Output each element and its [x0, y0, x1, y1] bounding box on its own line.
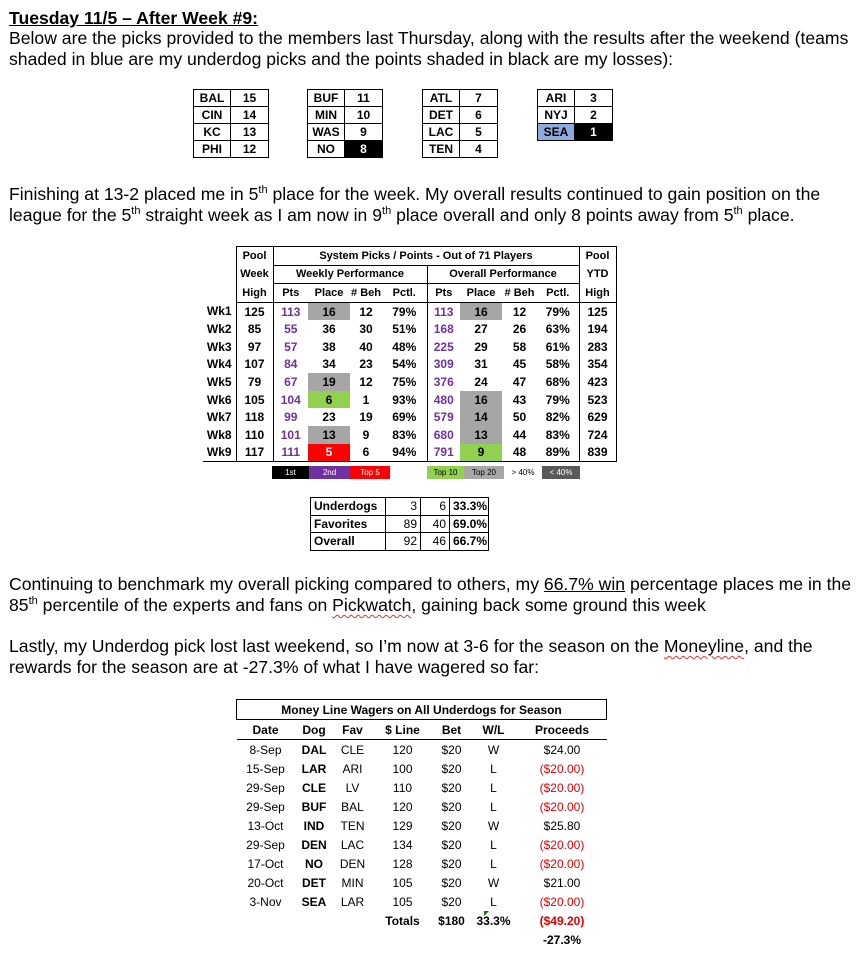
week-cell: 83%: [537, 426, 579, 444]
wager-cell: 15-Sep: [246, 761, 285, 776]
week-row: [203, 338, 616, 356]
wager-cell: 17-Oct: [247, 856, 284, 871]
legend-top5: Top 5: [350, 466, 390, 479]
pick-team: CIN: [194, 107, 231, 124]
pick-team: TEN: [423, 141, 460, 158]
week-cell: 58: [512, 339, 527, 354]
wager-cell: 105: [392, 894, 413, 909]
wager-row: [237, 797, 607, 816]
wager-row: [237, 740, 607, 760]
week-cell: 99: [284, 410, 298, 425]
wager-cell: W: [487, 875, 500, 890]
week-cell: 16: [460, 391, 502, 409]
week-row: [203, 408, 616, 426]
week-cell: 36: [322, 322, 336, 337]
pick-points: 6: [460, 107, 498, 124]
pick-team: NYJ: [538, 107, 575, 124]
week-row: [203, 373, 616, 391]
week-cell: 69%: [382, 408, 427, 426]
summary-label: Favorites: [311, 515, 386, 533]
summary-value: 46: [421, 533, 450, 551]
wager-cell: 13-Oct: [247, 818, 284, 833]
wager-cell: L: [490, 799, 497, 814]
week-cell: 27: [474, 322, 488, 337]
wager-cell: 8-Sep: [249, 742, 282, 757]
wager-cell: SEA: [301, 894, 327, 909]
wager-cell: L: [490, 761, 497, 776]
wager-cell: 110: [392, 780, 413, 795]
week-cell: 118: [236, 408, 273, 426]
wager-cell: $24.00: [543, 742, 581, 757]
wager-cell: $20: [441, 856, 462, 871]
week-cell: 61%: [537, 338, 579, 356]
pick-team: WAS: [308, 124, 345, 141]
week-cell: 125: [236, 302, 273, 320]
pick-row: [194, 141, 269, 158]
pick-points: 4: [460, 141, 498, 158]
pick-points: 10: [345, 107, 383, 124]
summary-value: 6: [421, 498, 450, 516]
week-cell: 48: [502, 444, 537, 462]
wager-cell: 134: [392, 837, 413, 852]
ml-header: Fav: [334, 720, 372, 740]
wager-cell: $20: [441, 837, 462, 852]
week-cell: 6: [350, 444, 382, 462]
week-cell: 57: [284, 339, 298, 354]
week-cell: 23: [359, 357, 373, 372]
pick-row: [308, 141, 383, 158]
legend-below-40: < 40%: [542, 466, 580, 479]
wager-cell: 120: [392, 799, 413, 814]
ml-header: Bet: [434, 720, 470, 740]
pick-team: NO: [308, 141, 345, 158]
week-row: [203, 391, 616, 409]
wager-cell: CLE: [302, 780, 326, 795]
pick-points: 12: [231, 141, 269, 158]
wager-cell: 100: [392, 761, 413, 776]
week-cell: 354: [579, 356, 616, 374]
summary-value: 66.7%: [450, 533, 489, 551]
wager-row: [237, 816, 607, 835]
week-cell: 168: [433, 322, 454, 337]
week-cell: 791: [427, 444, 460, 462]
week-cell: 54%: [382, 356, 427, 374]
wager-cell: MIN: [341, 875, 364, 890]
pick-team: DET: [423, 107, 460, 124]
summary-value: 40: [421, 515, 450, 533]
roi-value: -27.3%: [542, 932, 582, 947]
legend-top10: Top 10: [427, 466, 464, 479]
week-cell: 79%: [537, 391, 579, 409]
summary-row: [311, 515, 489, 533]
wager-row: [237, 854, 607, 873]
pick-row: [423, 107, 498, 124]
wager-cell: LAR: [301, 761, 327, 776]
week-cell: 85: [236, 320, 273, 338]
week-cell: 125: [579, 302, 616, 320]
week-cell: 79%: [537, 302, 579, 320]
week-cell: 194: [579, 320, 616, 338]
week-cell: 5: [308, 444, 350, 462]
week-cell: 283: [579, 338, 616, 356]
pick-points: 3: [575, 90, 613, 107]
pick-points: 11: [345, 90, 383, 107]
moneyline-table: [236, 699, 607, 949]
week-cell: 79: [236, 373, 273, 391]
week-cell: 14: [460, 408, 502, 426]
wager-cell: DEN: [339, 856, 366, 871]
week-label: Wk3: [206, 339, 232, 354]
pick-team: PHI: [194, 141, 231, 158]
summary-row: [311, 533, 489, 551]
wager-cell: L: [490, 856, 497, 871]
pick-row: [194, 90, 269, 107]
legend-2nd: 2nd: [309, 466, 350, 479]
summary-value: 3: [386, 498, 421, 516]
wager-cell: $21.00: [543, 875, 581, 890]
week-cell: 423: [579, 373, 616, 391]
pick-group-2: [307, 89, 383, 158]
page-heading: Tuesday 11/5 – After Week #9:: [9, 8, 259, 28]
system-title: System Picks / Points - Out of 71 Players: [273, 247, 579, 266]
summary-value: 33.3%: [450, 498, 489, 516]
week-cell: 839: [579, 444, 616, 462]
wager-row: [237, 759, 607, 778]
summary-value: 69.0%: [450, 515, 489, 533]
wager-cell: 105: [392, 875, 413, 890]
pick-points: 2: [575, 107, 613, 124]
pick-row: [308, 90, 383, 107]
week-cell: 67: [284, 374, 298, 389]
wager-cell: L: [490, 837, 497, 852]
wager-row: [237, 892, 607, 911]
week-cell: 480: [433, 392, 454, 407]
wager-cell: ($20.00): [539, 780, 585, 795]
intro-paragraph: Below are the picks provided to the members last Thursday, along with the results after the weekend (teams shaded in blue are my underdog picks and the points shaded in black are my losses):: [9, 28, 849, 69]
week-cell: 82%: [537, 408, 579, 426]
pick-row: [538, 107, 613, 124]
week-cell: 29: [474, 339, 488, 354]
week-cell: 23: [322, 410, 336, 425]
legend-top20: Top 20: [464, 466, 504, 479]
summary-label: Overall: [311, 533, 386, 551]
pick-points: 8: [345, 141, 383, 158]
pick-points: 14: [231, 107, 269, 124]
week-cell: 1: [362, 392, 370, 407]
week-cell: 19: [308, 373, 350, 391]
week-label: Wk5: [206, 374, 232, 389]
week-label: Wk9: [203, 444, 236, 462]
summary-row: [311, 498, 489, 516]
wager-cell: DAL: [301, 742, 327, 757]
wager-cell: $20: [441, 894, 462, 909]
pick-row: [194, 124, 269, 141]
moneyline-title: Money Line Wagers on All Underdogs for Season: [237, 700, 607, 720]
wager-cell: DET: [302, 875, 326, 890]
week-cell: 34: [322, 357, 336, 372]
wager-cell: 29-Sep: [246, 799, 285, 814]
wager-cell: CLE: [340, 742, 365, 757]
week-cell: 43: [512, 392, 527, 407]
week-cell: 26: [512, 322, 527, 337]
wager-cell: $20: [441, 761, 462, 776]
wager-cell: NO: [305, 856, 323, 871]
week-label: Wk1: [206, 304, 232, 319]
week-cell: 84: [284, 357, 298, 372]
pick-team: SEA: [538, 124, 575, 141]
week-label: Wk7: [206, 410, 232, 425]
system-picks-table: Pool System Picks / Points - Out of 71 Players Pool Week Weekly Performance Overall Performance YTD High Pts Place # Beh Pctl. Pts Place # Beh Pctl. High Wk1 125 113 16 12 79% 113 16 12 79% 125 Wk2 85 55 36 30 51% 168 27 26 63% 194 Wk3 97 57 38 40 48% 225 29 58 61% 283 Wk4 107 84 34 23 54% 309 31 45 58% 354 Wk5 79 67 19 12 75% 376 24 47 68% 423 Wk6 105 104 6 1 93% 480 16 43 79% 523 Wk7 118 99 23 19 69% 579 14 50 82% 629 Wk8 110 101 13 9 83% 680 13 44 83% 724 Wk9 117 111 5 6 94% 791 9 48 89% 839: [203, 246, 617, 462]
wager-cell: BUF: [301, 799, 327, 814]
week-cell: 94%: [382, 444, 427, 462]
totals-pct: 33.3%: [476, 913, 511, 928]
wager-cell: ($20.00): [539, 761, 585, 776]
week-row: [203, 320, 616, 338]
wager-cell: TEN: [340, 818, 365, 833]
pick-points: 7: [460, 90, 498, 107]
pick-row: [194, 107, 269, 124]
week-cell: 113: [281, 304, 301, 319]
wager-cell: 29-Sep: [246, 837, 285, 852]
pick-points: 5: [460, 124, 498, 141]
ml-header: Dog: [295, 720, 334, 740]
totals-label: Totals: [385, 913, 420, 928]
week-cell: 107: [236, 356, 273, 374]
wager-cell: ARI: [342, 761, 363, 776]
ml-header: $ Line: [372, 720, 434, 740]
summary-label: Underdogs: [311, 498, 386, 516]
week-cell: 12: [359, 304, 373, 319]
week-cell: 89%: [537, 444, 579, 462]
week-cell: 101: [280, 427, 301, 442]
week-cell: 579: [433, 410, 454, 425]
summary-value: 89: [386, 515, 421, 533]
pick-group-3: [422, 89, 498, 158]
week-cell: 117: [236, 444, 273, 462]
week-cell: 44: [512, 427, 527, 442]
week-label: Wk4: [206, 357, 232, 372]
wager-cell: ($20.00): [539, 799, 585, 814]
week-cell: 309: [433, 357, 454, 372]
week-cell: 105: [236, 391, 273, 409]
legend-above-40: > 40%: [511, 468, 535, 477]
week-label: Wk8: [206, 427, 232, 442]
week-cell: 523: [579, 391, 616, 409]
week-cell: 110: [236, 426, 273, 444]
week-cell: 629: [579, 408, 616, 426]
wager-cell: ($20.00): [539, 837, 585, 852]
wager-cell: 3-Nov: [249, 894, 282, 909]
ml-header: Proceeds: [518, 720, 607, 740]
pick-group-1: [193, 89, 269, 158]
week-cell: 47: [512, 374, 527, 389]
week-cell: 13: [460, 426, 502, 444]
week-cell: 6: [308, 391, 350, 409]
pick-row: [423, 141, 498, 158]
week-cell: 58%: [537, 356, 579, 374]
wager-cell: 129: [392, 818, 413, 833]
week-cell: 31: [474, 357, 488, 372]
pick-team: ATL: [423, 90, 460, 107]
wager-cell: $25.80: [543, 818, 581, 833]
week-row: [203, 426, 616, 444]
week-cell: 19: [359, 410, 373, 425]
pick-row: [538, 124, 613, 141]
wager-cell: $20: [441, 780, 462, 795]
week-cell: 12: [512, 304, 527, 319]
week-cell: 111: [273, 444, 308, 462]
benchmark-paragraph: Continuing to benchmark my overall picking compared to others, my 66.7% win percentage places me in the 85th percentile of the experts and fans on Pickwatch, gaining back some ground this week: [9, 574, 852, 615]
week-cell: 63%: [537, 320, 579, 338]
week-cell: 50: [512, 410, 527, 425]
wager-row: [237, 835, 607, 854]
week-cell: 376: [433, 374, 454, 389]
week-cell: 55: [284, 322, 298, 337]
wager-cell: L: [490, 894, 497, 909]
week-cell: 13: [308, 426, 350, 444]
wager-cell: 20-Oct: [247, 875, 284, 890]
week-cell: 75%: [382, 373, 427, 391]
week-cell: 12: [359, 374, 373, 389]
week-row: [203, 444, 616, 462]
wager-cell: LAR: [340, 894, 365, 909]
pick-points: 1: [575, 124, 613, 141]
week-cell: 48%: [382, 338, 427, 356]
week-row: [203, 356, 616, 374]
week-cell: 68%: [537, 373, 579, 391]
week-cell: 40: [359, 339, 373, 354]
week-cell: 24: [474, 374, 488, 389]
wager-cell: 128: [392, 856, 413, 871]
week-row: [203, 302, 616, 320]
wager-cell: ($20.00): [539, 856, 585, 871]
week-cell: 51%: [382, 320, 427, 338]
pick-team: KC: [194, 124, 231, 141]
week-cell: 680: [433, 427, 454, 442]
week-cell: 9: [460, 444, 502, 462]
wager-cell: $20: [441, 875, 462, 890]
wager-cell: DEN: [301, 837, 327, 852]
finish-paragraph: Finishing at 13-2 placed me in 5th place for the week. My overall results continued to gain position on the league for the 5th straight week as I am now in 9th place overall and only 8 points away from 5th place.: [9, 184, 821, 225]
week-cell: 79%: [382, 302, 427, 320]
week-label: Wk6: [206, 392, 232, 407]
pick-row: [423, 124, 498, 141]
ml-header: W/L: [470, 720, 518, 740]
pick-team: ARI: [538, 90, 575, 107]
wager-cell: $20: [441, 742, 462, 757]
totals-proceeds: ($49.20): [539, 913, 585, 928]
ml-header: Date: [237, 720, 295, 740]
week-cell: 83%: [382, 426, 427, 444]
week-cell: 104: [280, 392, 301, 407]
wager-cell: $20: [441, 799, 462, 814]
pick-team: BAL: [194, 90, 231, 107]
week-cell: 225: [433, 339, 454, 354]
totals-bet: $180: [438, 913, 465, 928]
pick-summary-table: [310, 497, 489, 551]
week-cell: 9: [362, 427, 370, 442]
pick-team: BUF: [308, 90, 345, 107]
comment-marker: [484, 911, 489, 916]
pick-points: 13: [231, 124, 269, 141]
wager-cell: W: [487, 818, 500, 833]
pick-row: [308, 124, 383, 141]
week-cell: 16: [460, 302, 502, 320]
week-cell: 724: [579, 426, 616, 444]
pick-points: 9: [345, 124, 383, 141]
week-cell: 16: [308, 302, 350, 320]
wager-row: [237, 873, 607, 892]
summary-value: 92: [386, 533, 421, 551]
week-cell: 38: [322, 339, 336, 354]
wager-cell: LAC: [340, 837, 365, 852]
pick-team: MIN: [308, 107, 345, 124]
week-cell: 97: [236, 338, 273, 356]
week-label: Wk2: [206, 322, 232, 337]
wager-cell: L: [490, 780, 497, 795]
pick-team: LAC: [423, 124, 460, 141]
pick-group-4: [537, 89, 613, 141]
wager-cell: ($20.00): [539, 894, 585, 909]
legend-1st: 1st: [272, 466, 309, 479]
week-cell: 113: [434, 304, 454, 319]
week-cell: 30: [359, 322, 373, 337]
week-cell: 45: [512, 357, 527, 372]
week-cell: 93%: [382, 391, 427, 409]
wager-cell: IND: [303, 818, 325, 833]
pick-row: [308, 107, 383, 124]
wager-cell: 29-Sep: [246, 780, 285, 795]
wager-cell: $20: [441, 818, 462, 833]
pick-row: [538, 90, 613, 107]
wager-cell: BAL: [341, 799, 364, 814]
wager-cell: 120: [392, 742, 413, 757]
wager-cell: LV: [345, 780, 360, 795]
wager-cell: W: [487, 742, 500, 757]
pick-row: [423, 90, 498, 107]
wager-row: [237, 778, 607, 797]
moneyline-paragraph: Lastly, my Underdog pick lost last weekend, so I’m now at 3-6 for the season on the Moneyline, and the rewards for the season are at -27.3% of what I have wagered so far:: [9, 636, 813, 677]
pick-points: 15: [231, 90, 269, 107]
